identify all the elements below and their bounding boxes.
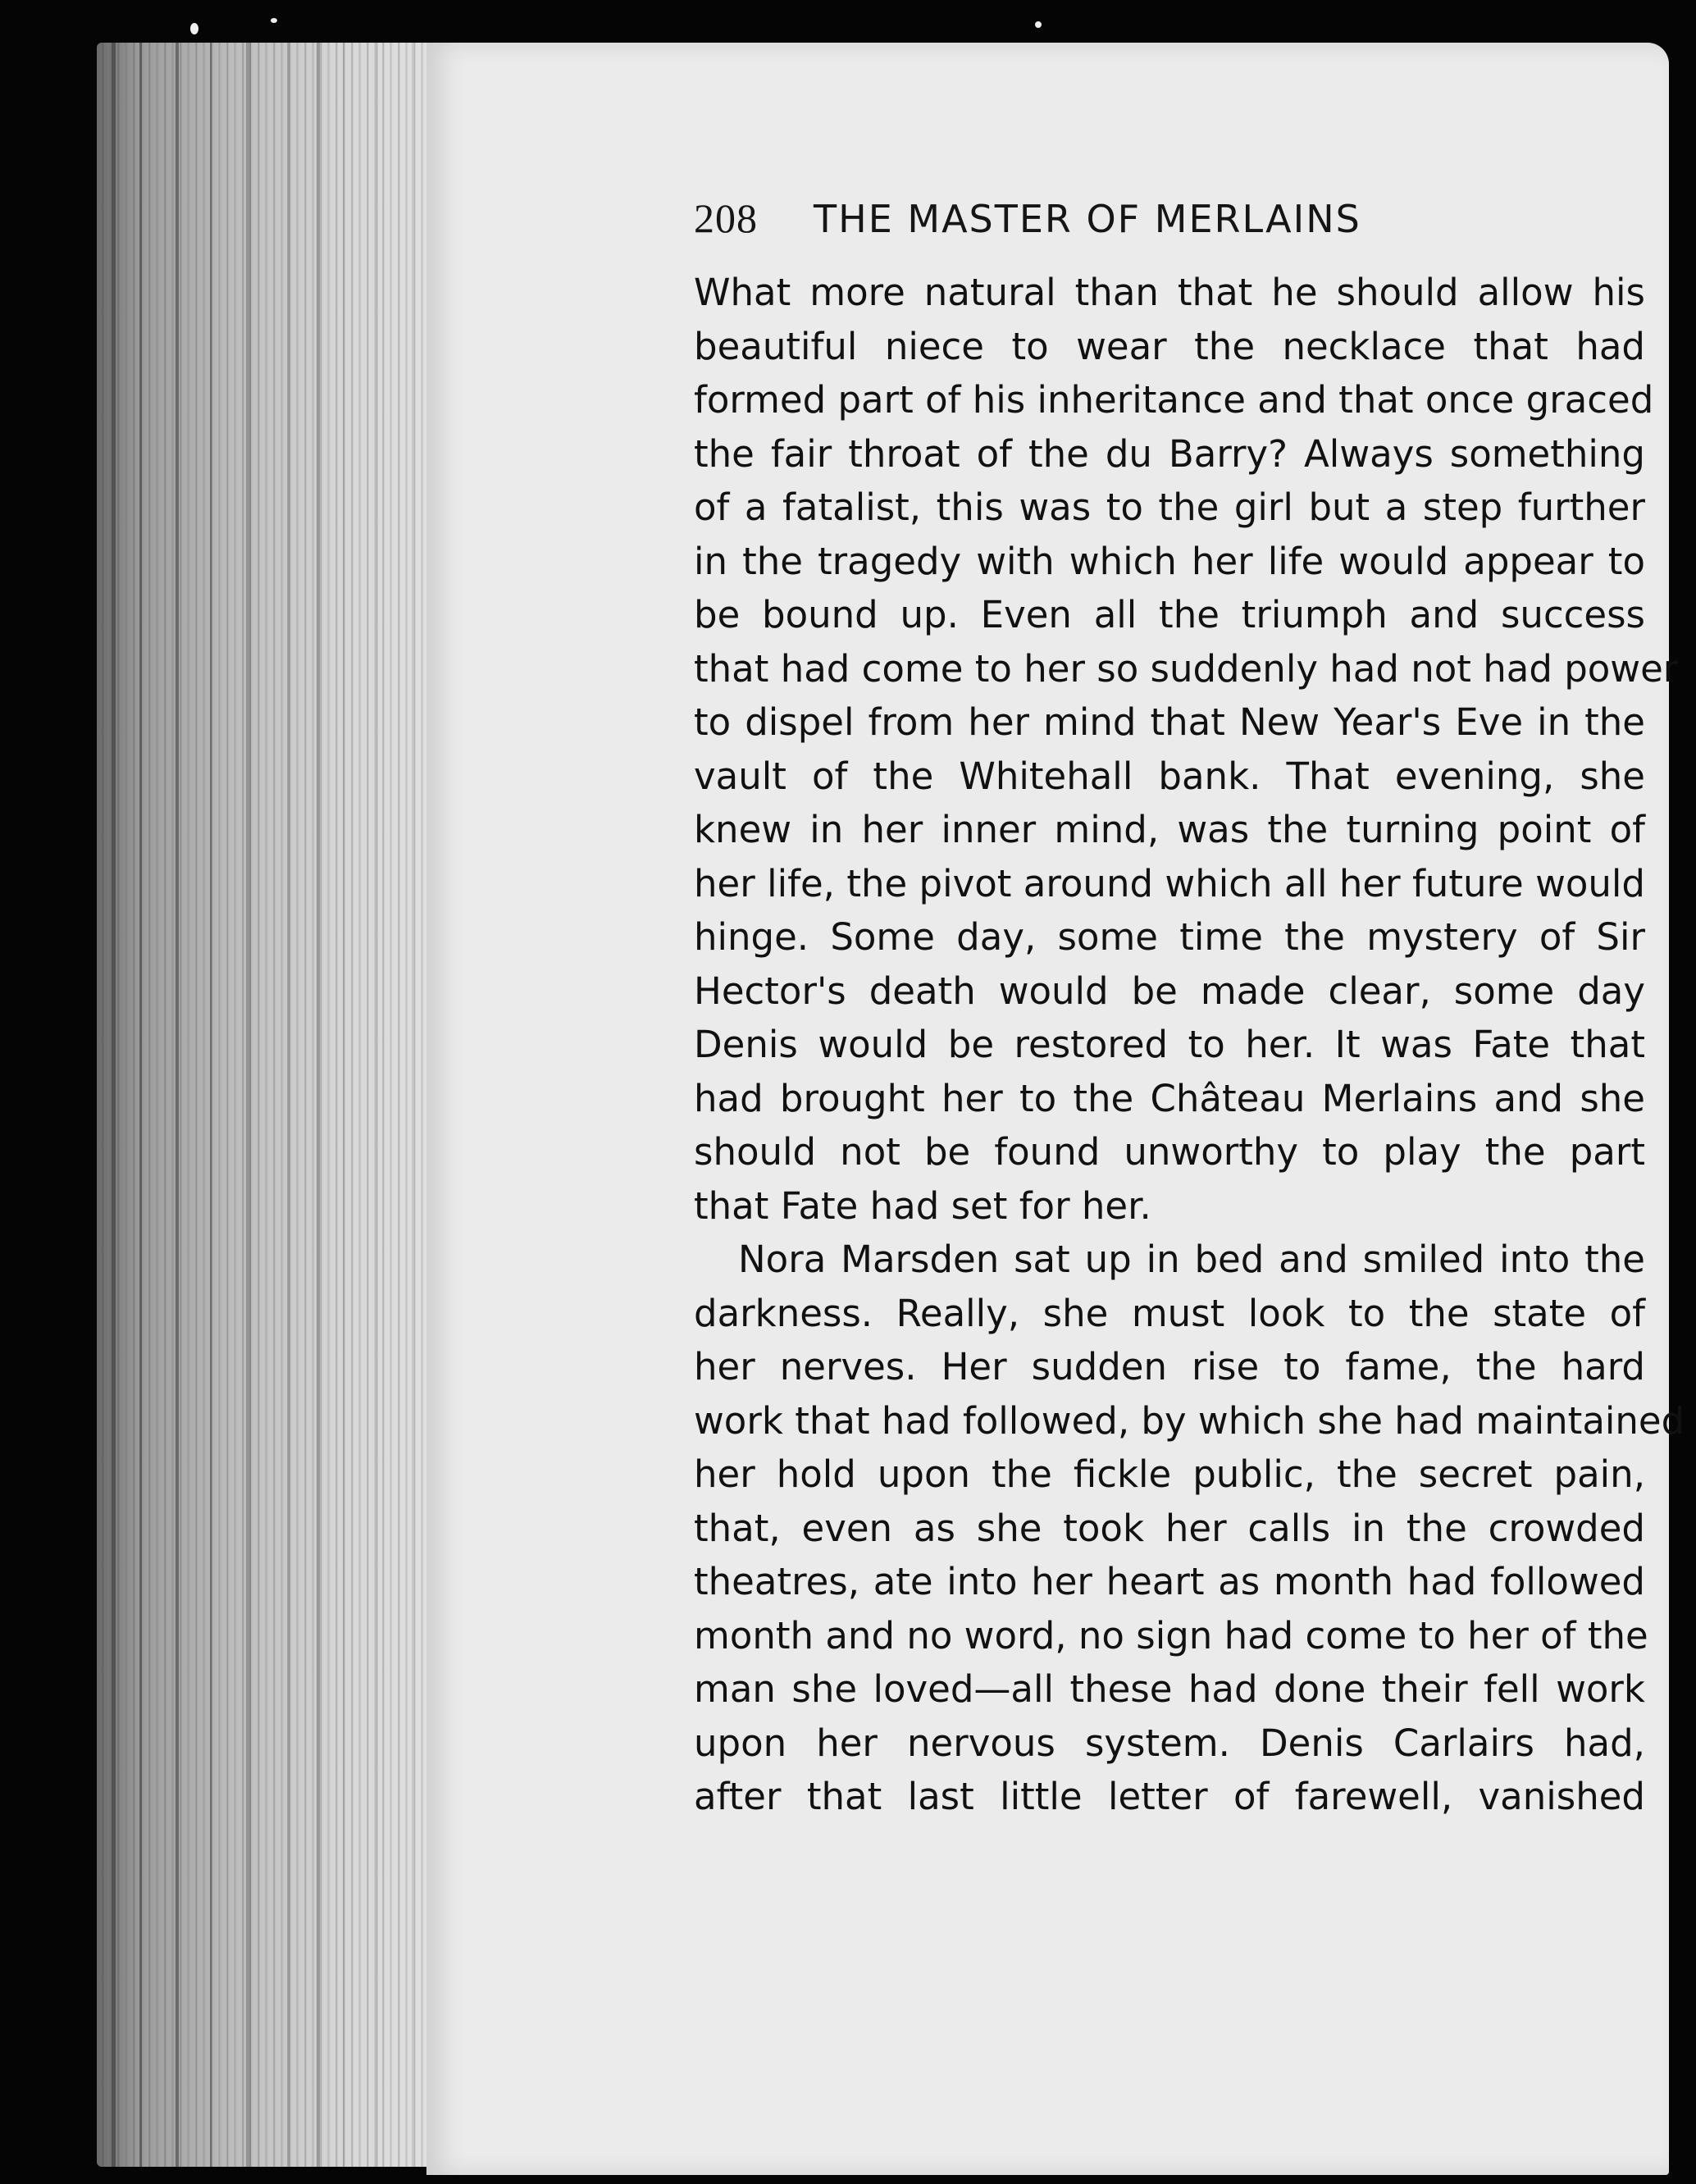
- book-page: [426, 43, 1685, 2175]
- edge-streak: [112, 43, 116, 2167]
- text-line: work that had followed, by which she had maintained: [694, 1398, 1685, 1443]
- text-line: her hold upon the fickle public, the secret pain,: [694, 1452, 1645, 1496]
- scan-speck: [190, 23, 198, 34]
- edge-streak: [343, 43, 344, 2167]
- text-line: Hector's death would be made clear, some day: [694, 969, 1645, 1013]
- text-line: Denis would be restored to her. It was Fate that: [694, 1023, 1645, 1066]
- text-line: What more natural than that he should allow his: [694, 271, 1645, 314]
- text-line: theatres, ate into her heart as month had followed: [694, 1560, 1645, 1603]
- text-line: of a fatalist, this was to the girl but a step further: [694, 486, 1645, 529]
- running-head: THE MASTER OF MERLAINS: [814, 197, 1361, 241]
- text-line: her nerves. Her sudden rise to fame, the hard: [694, 1345, 1645, 1388]
- text-line: in the tragedy with which her life would appear to: [694, 539, 1645, 583]
- text-line: upon her nervous system. Denis Carlairs had,: [694, 1721, 1645, 1765]
- edge-streak: [287, 43, 290, 2167]
- text-line: the fair throat of the du Barry? Always something: [694, 431, 1645, 476]
- page-number: 208: [694, 195, 758, 241]
- edge-streak: [139, 43, 142, 2167]
- edge-streak: [376, 43, 378, 2167]
- text-line: had brought her to the Château Merlains and she: [694, 1076, 1645, 1120]
- text-line: be bound up. Even all the triumph and success: [694, 593, 1645, 636]
- text-line: after that last little letter of farewell, vanished: [694, 1775, 1645, 1818]
- text-line: beautiful niece to wear the necklace that had: [694, 324, 1645, 368]
- edge-streak: [317, 43, 320, 2167]
- text-line: that, even as she took her calls in the crowded: [694, 1506, 1645, 1550]
- scan-speck: [1035, 21, 1042, 28]
- text-line: hinge. Some day, some time the mystery of Sir: [694, 915, 1645, 959]
- scan-speck: [271, 18, 277, 23]
- page-header: [694, 194, 1498, 252]
- edge-streak: [246, 43, 251, 2167]
- text-line: man she loved—all these had done their fell work: [694, 1667, 1645, 1711]
- text-line: vault of the Whitehall bank. That evening, she: [694, 754, 1645, 798]
- text-line: formed part of his inheritance and that once graced: [694, 378, 1654, 422]
- text-line: darkness. Really, she must look to the state of: [694, 1291, 1645, 1335]
- text-line: her life, the pivot around which all her future would: [694, 861, 1645, 905]
- edge-streak: [176, 43, 179, 2167]
- text-line: to dispel from her mind that New Year's Eve in the: [694, 700, 1645, 744]
- text-line: that Fate had set for her.: [694, 1183, 1151, 1228]
- text-line: Nora Marsden sat up in bed and smiled into the: [738, 1238, 1645, 1281]
- text-line: month and no word, no sign had come to her of the: [694, 1613, 1648, 1657]
- text-line: that had come to her so suddenly had not had power: [694, 646, 1679, 691]
- book-fore-edge: [97, 43, 441, 2167]
- edge-streak: [210, 43, 212, 2167]
- text-line: should not be found unworthy to play the part: [694, 1130, 1645, 1174]
- edge-streak: [412, 43, 413, 2167]
- text-line: knew in her inner mind, was the turning point of: [694, 808, 1645, 851]
- body-text: [694, 266, 1685, 1824]
